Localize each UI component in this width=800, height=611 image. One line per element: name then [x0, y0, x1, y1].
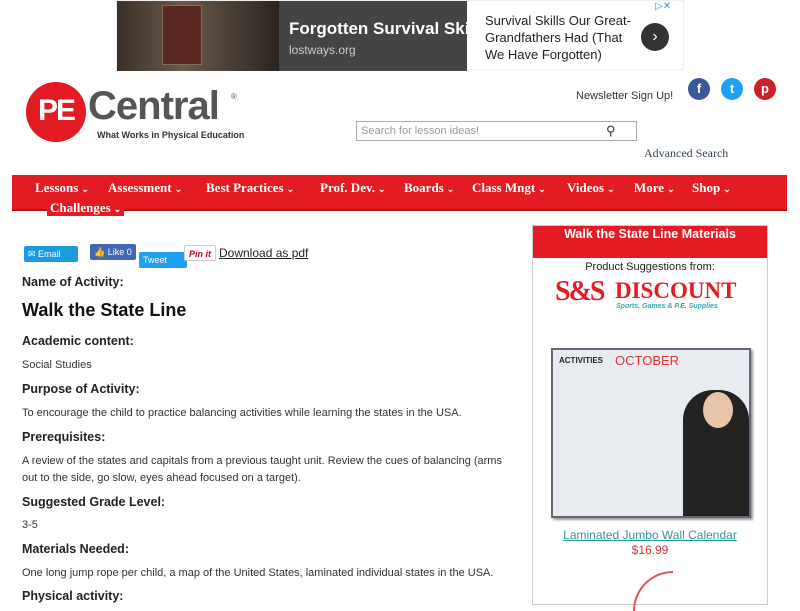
nav-label: Videos [567, 180, 605, 195]
logo-wordmark[interactable]: Central [88, 84, 219, 128]
nav-best-practices[interactable] [206, 180, 294, 196]
person-face [703, 392, 733, 428]
ad-title[interactable]: Forgotten Survival Skills [289, 19, 489, 38]
name-label: Name of Activity: [22, 275, 124, 289]
chevron-down-icon: ⌄ [667, 184, 675, 194]
purpose-label: Purpose of Activity: [22, 382, 140, 396]
chevron-down-icon: ⌄ [378, 184, 386, 194]
nav-class-mngt[interactable] [472, 180, 546, 196]
twitter-icon[interactable]: t [721, 78, 743, 100]
prereq-label: Prerequisites: [22, 430, 106, 444]
ad-url: lostways.org [289, 43, 356, 57]
nav-label: Shop [692, 180, 721, 195]
facebook-like-button[interactable]: 👍 Like 0 [90, 244, 136, 260]
nav-label: Boards [404, 180, 444, 195]
sidebar-title: Walk the State Line Materials [533, 226, 767, 258]
ad-close-icon[interactable]: ▷✕ [655, 1, 672, 12]
prereq-value: A review of the states and capitals from a previous taught unit. Review the cues of balancing (arms out to the side, go slow, eyes ahead focused on a target). [22, 455, 502, 484]
tweet-button[interactable]: Tweet [139, 252, 187, 268]
nav-label: Best Practices [206, 180, 284, 195]
search-icon[interactable]: ⚲ [606, 123, 616, 138]
nav-label: Assessment [108, 180, 172, 195]
advanced-search-link[interactable]: Advanced Search [644, 146, 729, 160]
chevron-down-icon: ⌄ [607, 184, 615, 194]
academic-value: Social Studies [22, 359, 92, 371]
chevron-down-icon: ⌄ [174, 184, 183, 194]
nav-label: Class Mngt [472, 180, 536, 195]
logo-registered: ® [231, 92, 237, 101]
nav-label: Prof. Dev. [320, 180, 375, 195]
chevron-down-icon: ⌄ [81, 184, 89, 194]
chevron-down-icon: ⌄ [538, 184, 546, 194]
chevron-right-icon[interactable]: › [641, 23, 669, 51]
sidebar-from: Product Suggestions from: [585, 261, 715, 273]
logo-tagline: What Works in Physical Education [97, 130, 245, 140]
ad-description[interactable]: Survival Skills Our Great-Grandfathers Had (That We Have Forgotten) [485, 13, 631, 62]
purpose-value: To encourage the child to practice balancing activities while learning the states in the USA. [22, 407, 462, 419]
grade-label: Suggested Grade Level: [22, 495, 166, 509]
brand-ss-logo[interactable]: S&S [555, 276, 604, 307]
nav-prof-dev[interactable] [320, 180, 386, 196]
grade-value: 3-5 [22, 519, 38, 531]
brand-discount-logo[interactable]: DISCOUNT [615, 278, 737, 303]
logo-pe-icon[interactable]: PE [26, 82, 86, 142]
materials-label: Materials Needed: [22, 542, 129, 556]
main-nav [12, 175, 787, 215]
nav-challenges[interactable] [47, 200, 124, 216]
nav-label: Challenges [50, 200, 111, 215]
advertisement-banner[interactable] [116, 0, 684, 70]
pinterest-icon[interactable]: p [754, 78, 776, 100]
chevron-down-icon: ⌄ [446, 184, 455, 194]
product-image[interactable] [551, 348, 751, 518]
product-price: $16.99 [631, 543, 669, 557]
nav-label: More [634, 180, 665, 195]
book-image [162, 5, 202, 65]
nav-label: Lessons [35, 180, 79, 195]
search-input[interactable]: Search for lesson ideas! [356, 121, 637, 141]
nav-shop[interactable] [692, 180, 731, 196]
next-product-image[interactable] [633, 571, 673, 611]
email-share-button[interactable]: ✉ Email [24, 246, 78, 262]
ad-image [117, 1, 279, 71]
activity-title: Walk the State Line [22, 300, 187, 320]
calendar-header: ACTIVITIES [559, 356, 604, 365]
physical-activity-label: Physical activity: [22, 589, 124, 603]
download-pdf-link[interactable]: Download as pdf [219, 246, 309, 260]
nav-videos[interactable] [567, 180, 615, 196]
calendar-month: OCTOBER [615, 353, 680, 368]
newsletter-signup-link[interactable]: Newsletter Sign Up! [576, 90, 674, 102]
product-link[interactable]: Laminated Jumbo Wall Calendar [563, 528, 737, 542]
materials-value: One long jump rope per child, a map of the United States, laminated individual states in the USA. [22, 567, 494, 579]
nav-assessment[interactable] [108, 180, 182, 196]
pin-it-button[interactable]: Pin it [184, 245, 216, 261]
nav-lessons[interactable] [35, 180, 89, 196]
nav-boards[interactable] [404, 180, 454, 196]
nav-more[interactable] [634, 180, 675, 196]
academic-label: Academic content: [22, 334, 134, 348]
facebook-icon[interactable]: f [688, 78, 710, 100]
chevron-down-icon: ⌄ [286, 184, 295, 194]
materials-sidebar [532, 225, 768, 605]
chevron-down-icon: ⌄ [113, 204, 122, 214]
chevron-down-icon: ⌄ [723, 184, 731, 194]
brand-subtitle: Sports, Games & P.E. Supplies [616, 303, 718, 310]
